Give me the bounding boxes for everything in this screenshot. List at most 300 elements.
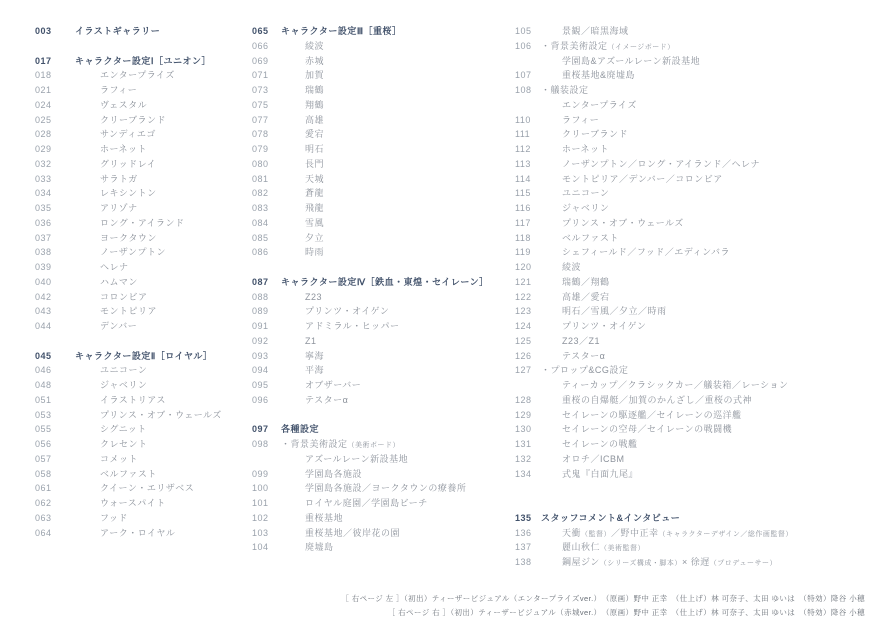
- toc-entry-label: ロイヤル庭園／学園島ビーチ: [305, 498, 428, 508]
- toc-entry-label: 時雨: [305, 247, 325, 258]
- toc-entry-label: セイレーンの戦艦: [562, 439, 638, 449]
- toc-entry: [35, 496, 255, 511]
- credit-line-right-page-left: ［ 右ページ 左 ］（初出）ティーザービジュアル（エンタープライズver.） （原画）野中 正幸 （仕上げ）林 可奈子、太田 ゆいは （特効）降谷 小穂: [341, 594, 865, 603]
- toc-entry-label: ユニコーン: [100, 365, 148, 376]
- toc-entry-label: Z23: [305, 291, 323, 302]
- toc-entry-label: Z1: [305, 335, 317, 346]
- toc-entry-number: 038: [35, 247, 52, 258]
- toc-entry-number: 126: [515, 350, 532, 361]
- toc-entry: [35, 290, 255, 305]
- toc-entry: [252, 127, 518, 142]
- toc-entry-label: 重桜基地&廃墟島: [562, 70, 636, 81]
- toc-entry-number: 073: [252, 85, 269, 95]
- footer-credits: [341, 592, 865, 620]
- toc-entry: [252, 393, 518, 408]
- toc-entry-label: 蒼龍: [305, 188, 325, 199]
- toc-entry: [252, 186, 518, 201]
- toc-entry: [35, 24, 255, 39]
- toc-entry-label: ヴェスタル: [100, 99, 148, 110]
- toc-entry-label: 長門: [305, 158, 325, 169]
- toc-entry-number: 092: [252, 335, 269, 346]
- toc-entry-number: 018: [35, 70, 52, 81]
- toc-entry-number: 110: [515, 114, 531, 125]
- toc-entry: [252, 231, 518, 246]
- toc-entry-number: 053: [35, 409, 52, 420]
- toc-entry-label: キャラクター設定Ⅱ［ロイヤル］: [75, 350, 213, 361]
- toc-entry-number: 113: [515, 158, 531, 169]
- toc-entry: [35, 452, 255, 467]
- toc-entry-label: ヘレナ: [100, 262, 129, 272]
- toc-entry-number: 096: [252, 394, 269, 405]
- toc-entry-number: 123: [515, 306, 532, 317]
- toc-entry-number: 051: [35, 394, 52, 405]
- toc-entry: [515, 24, 867, 39]
- toc-entry-label: レキシントン: [100, 188, 157, 199]
- toc-entry-number: 128: [515, 394, 532, 405]
- toc-entry-label: ホーネット: [100, 144, 148, 154]
- toc-entry-number: 132: [515, 453, 532, 464]
- toc-entry: [515, 275, 867, 290]
- toc-entry-label: キャラクター設定Ⅲ［重桜］: [281, 26, 402, 36]
- toc-entry: [35, 408, 255, 423]
- toc-entry-label: オブザーバー: [305, 380, 362, 390]
- toc-entry-number: 104: [252, 542, 269, 553]
- toc-entry-number: 105: [515, 26, 532, 36]
- toc-entry-label: クレセント: [100, 439, 148, 449]
- toc-entry-label: 高雄: [305, 114, 325, 125]
- toc-spacer: [515, 496, 867, 511]
- toc-entry-label: 重桜基地／彼岸花の園: [305, 527, 401, 538]
- toc-entry: [515, 216, 867, 231]
- toc-entry-label: 麗山秋仁（美術監督）: [562, 542, 646, 553]
- toc-entry-number: 024: [35, 99, 52, 110]
- toc-entry: [515, 186, 867, 201]
- toc-entry: [35, 172, 255, 187]
- toc-entry: [252, 467, 518, 482]
- toc-entry-number: 039: [35, 262, 52, 272]
- toc-entry: [252, 39, 518, 54]
- toc-entry-label: 景観／暗黒海域: [562, 26, 629, 36]
- toc-entry-number: 082: [252, 188, 269, 199]
- toc-entry-label: コメット: [100, 453, 139, 464]
- toc-entry: [35, 113, 255, 128]
- toc-entry: [252, 437, 518, 452]
- toc-entry-number: 021: [35, 85, 52, 95]
- toc-entry-number: 086: [252, 247, 269, 258]
- toc-entry-label: グリッドレイ: [100, 158, 157, 169]
- toc-entry: [252, 24, 518, 39]
- toc-entry-label: ヨークタウン: [100, 232, 157, 243]
- toc-entry-label: セイレーンの空母／セイレーンの戦闘機: [562, 424, 733, 435]
- toc-entry-number: 137: [515, 542, 532, 553]
- toc-entry: [515, 363, 867, 378]
- toc-entry: [515, 526, 867, 541]
- toc-entry-number: 025: [35, 114, 52, 125]
- toc-entry-number: 028: [35, 129, 52, 140]
- toc-entry-label: アーク・ロイヤル: [100, 527, 176, 538]
- toc-entry-label: 瑞鶴／翔鶴: [562, 276, 610, 287]
- toc-entry: [35, 142, 255, 157]
- toc-entry-label: ・プロップ&CG設定: [541, 365, 629, 376]
- toc-entry-label: 加賀: [305, 70, 325, 81]
- toc-entry-number: 034: [35, 188, 52, 199]
- toc-entry: [35, 68, 255, 83]
- toc-entry-number: 069: [252, 55, 269, 66]
- toc-entry: [252, 334, 518, 349]
- toc-entry-number: 120: [515, 262, 532, 272]
- toc-entry-number: 091: [252, 321, 269, 331]
- toc-entry: [515, 540, 867, 555]
- toc-entry-label: 綾波: [562, 262, 582, 272]
- toc-entry-label: アドミラル・ヒッパー: [305, 321, 400, 331]
- toc-entry: [35, 319, 255, 334]
- toc-entry-number: 037: [35, 232, 52, 243]
- toc-entry: [35, 231, 255, 246]
- toc-entry-number: 088: [252, 291, 269, 302]
- toc-entry-number: 077: [252, 114, 269, 125]
- toc-entry: [252, 349, 518, 364]
- toc-entry: [515, 319, 867, 334]
- toc-entry: [35, 201, 255, 216]
- toc-entry: [515, 334, 867, 349]
- toc-entry-number: 003: [35, 26, 52, 36]
- toc-entry-label: キャラクター設定Ⅳ［鉄血・東煌・セイレーン］: [281, 276, 489, 287]
- toc-entry: [515, 127, 867, 142]
- toc-entry-number: 040: [35, 276, 52, 287]
- toc-entry-label: ロング・アイランド: [100, 217, 185, 228]
- toc-entry-number: 099: [252, 468, 269, 479]
- toc-entry-label: アリゾナ: [100, 203, 138, 213]
- toc-entry: [252, 216, 518, 231]
- toc-entry-number: 029: [35, 144, 52, 154]
- toc-entry: [252, 540, 518, 555]
- toc-entry-label: 夕立: [305, 232, 325, 243]
- toc-column-1: [35, 24, 255, 540]
- toc-entry-number: 065: [252, 26, 269, 36]
- toc-entry-label: モントピリア／デンバー／コロンビア: [562, 173, 723, 184]
- toc-entry-number: 083: [252, 203, 269, 213]
- toc-entry: [252, 83, 518, 98]
- toc-entry: [35, 245, 255, 260]
- toc-entry-label: 愛宕: [305, 129, 325, 140]
- toc-entry-label: 各種設定: [281, 424, 320, 435]
- toc-entry: [252, 319, 518, 334]
- toc-entry-number: 055: [35, 424, 52, 435]
- toc-entry: [515, 54, 867, 69]
- toc-entry: [515, 142, 867, 157]
- toc-entry-number: 046: [35, 365, 52, 376]
- toc-entry: [252, 526, 518, 541]
- toc-entry-number: 101: [252, 498, 269, 508]
- toc-entry: [35, 349, 255, 364]
- toc-entry-label: ・艤装設定: [541, 85, 589, 95]
- toc-spacer: [252, 260, 518, 275]
- toc-entry-number: 056: [35, 439, 52, 449]
- toc-entry: [252, 245, 518, 260]
- toc-entry: [35, 304, 255, 319]
- toc-entry: [515, 511, 867, 526]
- credit-line-right-page-right: ［ 右ページ 右 ］（初出）ティーザービジュアル（赤城ver.） （原画）野中 正幸 （仕上げ）林 可奈子、太田 ゆいは （特効）降谷 小穂: [387, 608, 865, 617]
- toc-entry: [515, 290, 867, 305]
- toc-entry-label: イラストリアス: [100, 394, 166, 405]
- toc-entry: [515, 437, 867, 452]
- toc-spacer: [35, 334, 255, 349]
- toc-entry: [252, 290, 518, 305]
- toc-entry-label: プリンス・オブ・ウェールズ: [562, 217, 684, 228]
- toc-entry: [515, 201, 867, 216]
- toc-entry: [252, 172, 518, 187]
- toc-entry-number: 138: [515, 557, 532, 567]
- toc-entry-label: 天衝（監督）／野中正幸（キャラクターデザイン／総作画監督）: [562, 527, 793, 538]
- toc-entry-label: クリーブランド: [100, 114, 167, 125]
- toc-entry-number: 062: [35, 498, 52, 508]
- toc-entry-number: 063: [35, 512, 52, 523]
- toc-entry: [35, 127, 255, 142]
- toc-column-3: [515, 24, 867, 570]
- toc-entry-label: オロチ／ICBM: [562, 453, 625, 464]
- toc-entry-number: 136: [515, 527, 532, 538]
- toc-entry: [252, 496, 518, 511]
- toc-entry-label: 重桜の自爆艇／加賀のかんざし／重桜の式神: [562, 394, 753, 405]
- toc-entry-number: 135: [515, 512, 532, 523]
- toc-entry-label: ノーザンプトン: [100, 247, 167, 258]
- toc-entry-number: 066: [252, 40, 269, 51]
- toc-entry: [35, 260, 255, 275]
- toc-entry: [35, 422, 255, 437]
- toc-entry: [252, 201, 518, 216]
- toc-spacer: [252, 408, 518, 423]
- toc-entry-number: 017: [35, 55, 52, 66]
- toc-entry-label: ノーザンプトン／ロング・アイランド／ヘレナ: [562, 158, 761, 169]
- toc-entry: [252, 304, 518, 319]
- toc-entry: [515, 113, 867, 128]
- toc-entry: [515, 393, 867, 408]
- toc-entry-number: 061: [35, 483, 52, 494]
- toc-entry: [515, 39, 867, 54]
- toc-entry-label: アズールレーン新設基地: [305, 453, 409, 464]
- toc-entry-number: 085: [252, 232, 269, 243]
- toc-entry-label: ラフィー: [562, 114, 600, 125]
- toc-entry-number: 064: [35, 527, 52, 538]
- toc-entry-label: フッド: [100, 512, 128, 523]
- toc-entry: [252, 378, 518, 393]
- toc-entry-label: 明石／雪風／夕立／時雨: [562, 306, 667, 317]
- toc-entry-label: ハムマン: [100, 276, 138, 287]
- toc-entry-number: 080: [252, 158, 269, 169]
- toc-entry: [35, 511, 255, 526]
- toc-entry-label: イラストギャラリー: [75, 26, 161, 36]
- toc-entry: [35, 467, 255, 482]
- toc-entry: [35, 481, 255, 496]
- toc-entry: [515, 555, 867, 570]
- toc-entry-number: 097: [252, 424, 269, 435]
- toc-entry-label: デンバー: [100, 321, 138, 331]
- toc-entry-label: 学園島各施設: [305, 468, 363, 479]
- toc-entry-number: 042: [35, 291, 52, 302]
- toc-entry: [35, 157, 255, 172]
- toc-entry-label: シェフィールド／フッド／エディンバラ: [562, 247, 730, 258]
- toc-entry-label: サンディエゴ: [100, 129, 156, 140]
- toc-entry-number: 079: [252, 144, 269, 154]
- toc-entry: [35, 186, 255, 201]
- toc-entry-label: モントピリア: [100, 306, 158, 317]
- toc-entry-number: 107: [515, 70, 532, 81]
- toc-entry-number: 121: [515, 276, 532, 287]
- toc-entry-label: エンタープライズ: [562, 99, 637, 110]
- toc-entry-label: Z23／Z1: [562, 335, 601, 346]
- toc-entry: [252, 481, 518, 496]
- toc-entry-number: 033: [35, 173, 52, 184]
- toc-entry-label: ティーカップ／クラシックカー／艤装箱／レーション: [562, 380, 789, 390]
- toc-entry-number: 116: [515, 203, 531, 213]
- toc-entry-label: サラトガ: [100, 173, 138, 184]
- toc-spacer: [35, 39, 255, 54]
- toc-entry-number: 098: [252, 439, 269, 449]
- toc-entry: [515, 378, 867, 393]
- toc-entry: [252, 98, 518, 113]
- toc-entry: [252, 68, 518, 83]
- toc-entry: [35, 98, 255, 113]
- toc-entry-number: 094: [252, 365, 269, 376]
- toc-entry-number: 058: [35, 468, 52, 479]
- toc-entry: [515, 422, 867, 437]
- toc-entry-label: プリンツ・オイゲン: [305, 306, 390, 317]
- toc-entry: [515, 172, 867, 187]
- toc-entry-label: ユニコーン: [562, 188, 610, 199]
- toc-entry-number: 131: [515, 439, 532, 449]
- toc-entry-label: プリンツ・オイゲン: [562, 321, 647, 331]
- toc-entry-number: 043: [35, 306, 52, 317]
- toc-entry-label: 明石: [305, 144, 325, 154]
- toc-entry: [515, 68, 867, 83]
- toc-entry-label: 学園島&アズールレーン新設基地: [562, 55, 701, 66]
- toc-entry-label: 平海: [305, 365, 325, 376]
- toc-entry-number: 112: [515, 144, 531, 154]
- toc-entry-label: 重桜基地: [305, 512, 344, 523]
- toc-entry-label: 式鬼『白面九尾』: [562, 468, 639, 479]
- toc-entry-label: 鋼屋ジン（シリーズ構成・脚本）× 徐遅（プロデューサー）: [562, 557, 777, 567]
- toc-entry-number: 115: [515, 188, 531, 199]
- toc-entry-number: 129: [515, 409, 532, 420]
- toc-entry-label: ウォースパイト: [100, 498, 166, 508]
- toc-entry: [515, 245, 867, 260]
- toc-entry: [252, 275, 518, 290]
- toc-entry-number: 093: [252, 350, 269, 361]
- toc-entry-number: 045: [35, 350, 52, 361]
- toc-entry-number: 124: [515, 321, 532, 331]
- toc-entry-number: 087: [252, 276, 269, 287]
- toc-entry-number: 089: [252, 306, 269, 317]
- toc-entry: [35, 275, 255, 290]
- toc-entry-label: テスターα: [562, 350, 606, 361]
- toc-entry-label: 天城: [305, 173, 325, 184]
- toc-entry-label: コロンビア: [100, 291, 148, 302]
- toc-entry: [515, 452, 867, 467]
- toc-entry: [515, 304, 867, 319]
- toc-entry: [515, 408, 867, 423]
- toc-entry: [35, 378, 255, 393]
- toc-entry: [515, 467, 867, 482]
- toc-entry-number: 119: [515, 247, 531, 258]
- toc-entry-label: プリンス・オブ・ウェールズ: [100, 409, 222, 420]
- toc-entry-label: テスターα: [305, 394, 349, 405]
- toc-entry: [515, 98, 867, 113]
- toc-entry: [515, 83, 867, 98]
- toc-entry: [515, 349, 867, 364]
- toc-entry-label: ラフィー: [100, 85, 138, 95]
- toc-entry: [252, 511, 518, 526]
- toc-entry-label: シグニット: [100, 424, 147, 435]
- toc-entry-label: 寧海: [305, 350, 325, 361]
- toc-entry-label: 高雄／愛宕: [562, 291, 610, 302]
- toc-entry-label: ベルファスト: [100, 468, 157, 479]
- toc-entry-number: 048: [35, 380, 52, 390]
- toc-entry-number: 078: [252, 129, 269, 140]
- toc-entry: [252, 157, 518, 172]
- toc-entry-number: 122: [515, 291, 532, 302]
- toc-entry: [35, 54, 255, 69]
- toc-entry: [252, 54, 518, 69]
- toc-entry: [515, 231, 867, 246]
- toc-entry-label: ジャベリン: [100, 380, 148, 390]
- toc-entry-label: 翔鶴: [305, 99, 325, 110]
- toc-entry-number: 102: [252, 512, 269, 523]
- toc-entry: [252, 452, 518, 467]
- toc-entry-label: 飛龍: [305, 203, 325, 213]
- toc-entry-label: ・背景美術設定（イメージボード）: [541, 40, 675, 51]
- toc-entry-label: ベルファスト: [562, 232, 619, 243]
- toc-entry-label: 赤城: [305, 55, 325, 66]
- toc-entry-label: 綾波: [305, 40, 325, 51]
- toc-entry-number: 114: [515, 173, 531, 184]
- toc-entry-label: スタッフコメント&インタビュー: [541, 512, 681, 523]
- toc-entry-number: 130: [515, 424, 532, 435]
- toc-entry: [252, 363, 518, 378]
- toc-entry-label: キャラクター設定Ⅰ［ユニオン］: [75, 55, 211, 66]
- toc-entry-number: 108: [515, 85, 532, 95]
- toc-column-2: [252, 24, 518, 555]
- toc-entry-label: 雪風: [305, 217, 325, 228]
- toc-entry-number: 036: [35, 217, 52, 228]
- toc-entry-number: 103: [252, 527, 269, 538]
- toc-spacer: [515, 481, 867, 496]
- toc-entry-number: 095: [252, 380, 269, 390]
- toc-entry: [252, 113, 518, 128]
- toc-entry-number: 071: [252, 70, 269, 81]
- toc-entry-number: 118: [515, 232, 531, 243]
- toc-entry-number: 125: [515, 335, 532, 346]
- toc-entry-number: 127: [515, 365, 532, 376]
- toc-entry-number: 035: [35, 203, 52, 213]
- toc-entry: [35, 393, 255, 408]
- toc-entry-label: エンタープライズ: [100, 70, 175, 81]
- toc-entry: [515, 260, 867, 275]
- toc-entry-label: ホーネット: [562, 144, 610, 154]
- toc-entry-label: 瑞鶴: [305, 85, 325, 95]
- toc-entry-number: 084: [252, 217, 269, 228]
- toc-entry-label: ・背景美術設定（美術ボード）: [281, 439, 401, 449]
- toc-entry-number: 044: [35, 321, 52, 331]
- toc-entry: [515, 157, 867, 172]
- toc-entry: [35, 83, 255, 98]
- toc-entry: [252, 142, 518, 157]
- toc-entry-label: ジャベリン: [562, 203, 610, 213]
- toc-entry-number: 117: [515, 217, 531, 228]
- toc-entry-label: クリーブランド: [562, 129, 629, 140]
- toc-entry-number: 075: [252, 99, 269, 110]
- toc-entry: [35, 526, 255, 541]
- toc-entry-number: 106: [515, 40, 532, 51]
